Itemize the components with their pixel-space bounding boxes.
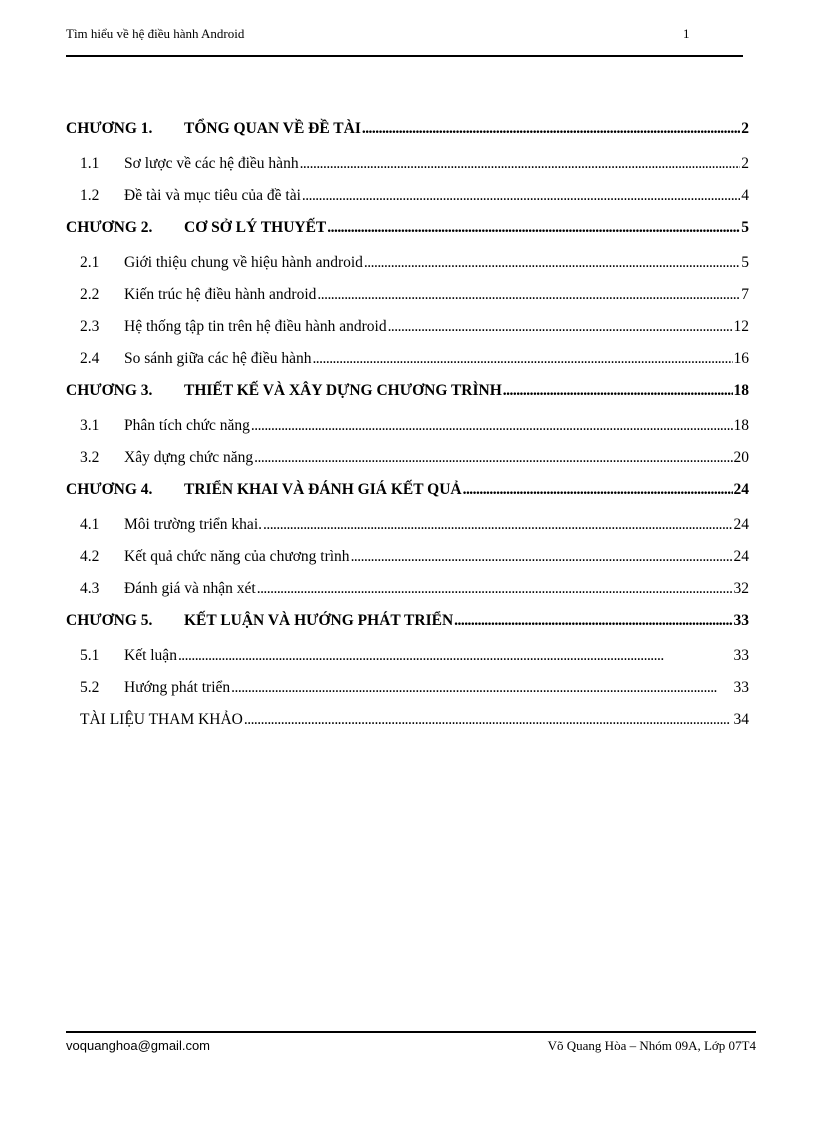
toc-section-entry[interactable] [66,577,749,609]
toc-entry-number: 2.3 [80,318,100,335]
toc-entry-label: TỔNG QUAN VỀ ĐỀ TÀI [184,120,361,137]
toc-entry-page: 20 [733,449,749,466]
toc-entry-label: Hệ thống tập tin trên hệ điều hành android [124,318,387,335]
toc-dot-leader [362,117,740,141]
toc-section-entry[interactable] [66,708,749,740]
header-page-number: 1 [683,26,690,41]
toc-entry-label: So sánh giữa các hệ điều hành [124,350,312,367]
toc-entry-label: CƠ SỞ LÝ THUYẾT [184,219,327,236]
toc-section-entry[interactable] [66,414,749,446]
toc-section-entry[interactable] [66,676,749,708]
toc-entry-page: 33 [733,679,749,696]
footer-divider [66,1031,756,1033]
toc-dot-leader [254,446,732,470]
toc-entry-page: 5 [741,219,749,236]
toc-entry-page: 34 [733,711,749,728]
toc-chapter-entry[interactable] [66,379,749,414]
toc-chapter-entry[interactable] [66,609,749,644]
toc-entry-number: 1.2 [80,187,100,204]
toc-section-entry[interactable] [66,251,749,283]
toc-entry-label: Xây dựng chức năng [124,449,254,466]
toc-dot-leader [244,708,733,732]
toc-dot-leader [263,513,733,537]
toc-dot-leader [312,347,732,371]
toc-entry-page: 2 [741,120,749,137]
toc-chapter-entry[interactable] [66,117,749,152]
toc-section-entry[interactable] [66,644,749,676]
toc-entry-page: 2 [741,155,749,172]
toc-entry-page: 12 [733,318,749,335]
toc-entry-label: Kết quả chức năng của chương trình [124,548,350,565]
toc-dot-leader [503,379,733,403]
toc-entry-page: 33 [733,647,749,664]
toc-section-entry[interactable] [66,184,749,216]
table-of-contents [66,117,749,740]
toc-section-entry[interactable] [66,513,749,545]
toc-entry-label: Đánh giá và nhận xét [124,580,256,597]
toc-entry-page: 33 [733,612,749,629]
toc-entry-number: CHƯƠNG 3. [66,382,153,399]
toc-entry-number: 2.2 [80,286,100,303]
toc-entry-number: 5.2 [80,679,100,696]
toc-entry-label: Kiến trúc hệ điều hành android [124,286,317,303]
toc-dot-leader [178,644,733,668]
toc-entry-label: Giới thiệu chung về hiệu hành android [124,254,363,271]
toc-entry-number: 3.2 [80,449,100,466]
toc-entry-number: 2.4 [80,350,100,367]
toc-entry-label: Đề tài và mục tiêu của đề tài [124,187,301,204]
toc-entry-label: Môi trường triển khai. [124,516,262,533]
toc-entry-page: 7 [741,286,749,303]
toc-entry-number: 1.1 [80,155,100,172]
toc-dot-leader [300,152,741,176]
toc-entry-number: CHƯƠNG 1. [66,120,153,137]
toc-section-entry[interactable] [66,347,749,379]
toc-entry-label: Kết luận [124,647,177,664]
toc-entry-label: Phân tích chức năng [124,417,250,434]
toc-entry-page: 16 [733,350,749,367]
toc-entry-number: 4.3 [80,580,100,597]
toc-section-entry[interactable] [66,446,749,478]
toc-entry-number: 4.1 [80,516,100,533]
toc-entry-label: Hướng phát triển [124,679,231,696]
toc-dot-leader [317,283,740,307]
toc-entry-number: 3.1 [80,417,100,434]
toc-dot-leader [351,545,733,569]
footer-author: Võ Quang Hòa – Nhóm 09A, Lớp 07T4 [547,1038,756,1053]
toc-entry-label: THIẾT KẾ VÀ XÂY DỰNG CHƯƠNG TRÌNH [184,382,502,399]
toc-entry-number: CHƯƠNG 4. [66,481,153,498]
toc-dot-leader [231,676,732,700]
page-header [66,26,743,44]
toc-entry-page: 18 [733,382,749,399]
toc-entry-page: 24 [733,516,749,533]
toc-dot-leader [327,216,740,240]
toc-entry-number: 5.1 [80,647,100,664]
toc-entry-label: Sơ lược về các hệ điều hành [124,155,299,172]
toc-entry-page: 24 [733,548,749,565]
toc-entry-page: 4 [741,187,749,204]
toc-entry-page: 32 [733,580,749,597]
toc-section-entry[interactable] [66,315,749,347]
toc-entry-number: 2.1 [80,254,100,271]
toc-dot-leader [302,184,740,208]
toc-entry-label: TRIỂN KHAI VÀ ĐÁNH GIÁ KẾT QUẢ [184,481,462,498]
toc-dot-leader [257,577,733,601]
toc-entry-page: 24 [733,481,749,498]
toc-chapter-entry[interactable] [66,478,749,513]
toc-section-entry[interactable] [66,545,749,577]
header-divider [66,55,743,57]
footer-email: voquanghoa@gmail.com [66,1038,211,1053]
toc-chapter-entry[interactable] [66,216,749,251]
toc-dot-leader [454,609,732,633]
toc-entry-number: CHƯƠNG 5. [66,612,153,629]
toc-entry-number: 4.2 [80,548,100,565]
toc-entry-label: TÀI LIỆU THAM KHẢO [80,711,243,728]
toc-dot-leader [364,251,740,275]
toc-dot-leader [388,315,733,339]
toc-section-entry[interactable] [66,283,749,315]
toc-dot-leader [463,478,733,502]
toc-entry-number: CHƯƠNG 2. [66,219,153,236]
header-title: Tìm hiểu về hệ điều hành Android [66,26,245,41]
toc-entry-page: 5 [741,254,749,271]
toc-section-entry[interactable] [66,152,749,184]
toc-entry-label: KẾT LUẬN VÀ HƯỚNG PHÁT TRIỂN [184,612,454,629]
toc-dot-leader [251,414,733,438]
toc-entry-page: 18 [733,417,749,434]
